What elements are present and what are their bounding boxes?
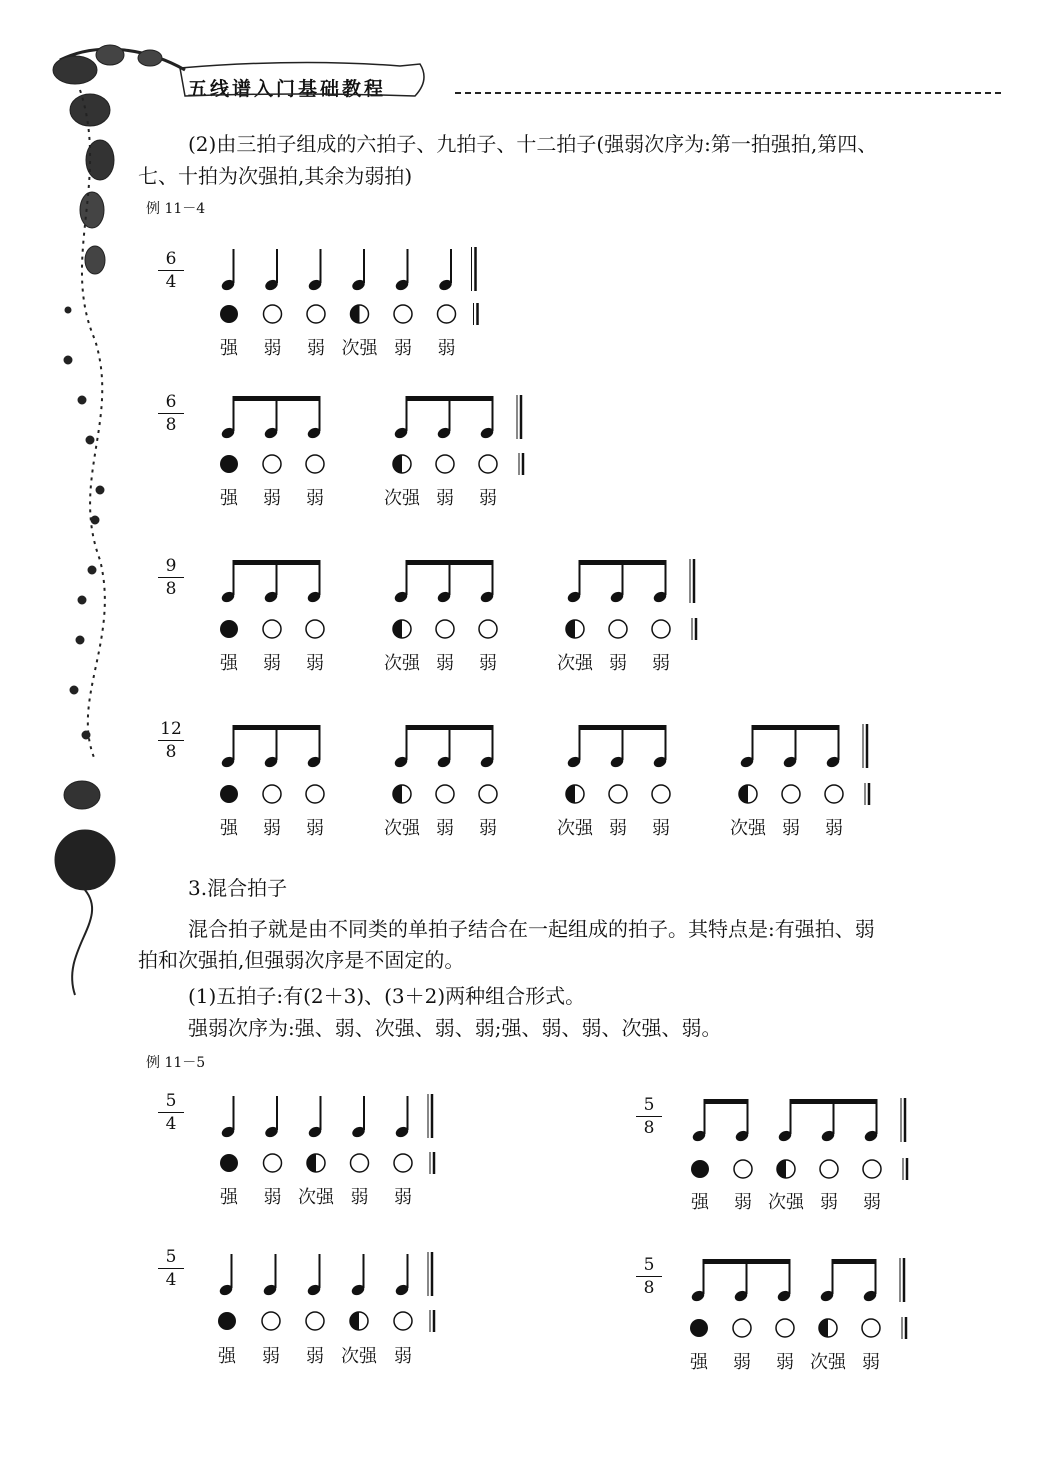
beat-label: 弱 [652,818,670,839]
beat-label: 弱 [437,338,456,359]
weak-beat-icon [264,305,282,323]
beat-label: 弱 [479,818,497,839]
beat-label: 弱 [394,1346,412,1367]
time-signature-line [636,1276,662,1277]
beat-label: 弱 [479,488,497,509]
time-signature [158,557,184,598]
medium-beat-icon-half [351,305,360,323]
weak-beat-icon [351,1154,369,1172]
beam [579,560,667,565]
beat-label: 弱 [652,653,670,674]
beat-label: 弱 [263,338,282,359]
beat-label: 弱 [306,488,324,509]
time-signature-top: 12 [160,719,182,739]
beat-label: 强 [220,818,238,839]
beat-label: 次强 [768,1192,804,1213]
example-11-5-label: 例 11－5 [146,1055,206,1071]
time-signature-line [636,1116,662,1117]
beam [406,725,494,730]
section-b-para3: 强弱次序为:强、弱、次强、弱、弱;强、弱、弱、次强、弱。 [188,1016,722,1040]
weak-beat-icon [479,620,497,638]
time-signature-top: 5 [643,1255,655,1275]
weak-beat-icon [479,785,497,803]
beat-label: 弱 [825,818,843,839]
medium-beat-icon-half [739,785,748,803]
beat-label: 弱 [479,653,497,674]
beat-label: 次强 [341,338,378,359]
section-b-para2: (1)五拍子:有(2＋3)、(3＋2)两种组合形式。 [188,984,586,1008]
weak-beat-icon [479,455,497,473]
beat-label: 强 [220,1187,238,1208]
beat-label: 强 [690,1352,708,1373]
beat-label: 弱 [306,653,324,674]
beat-label: 弱 [263,818,281,839]
time-signature-top: 5 [165,1091,177,1111]
weak-beat-icon [264,1154,282,1172]
time-signature-line [158,1112,184,1113]
weak-beat-icon [609,785,627,803]
beat-label: 强 [220,338,238,359]
weak-beat-icon [734,1160,752,1178]
section-b-para1-line2: 拍和次强拍,但强弱次序是不固定的。 [138,948,465,972]
beat-label: 次强 [298,1187,334,1208]
time-signature-top: 6 [165,392,177,412]
beat-label: 次强 [384,818,420,839]
weak-beat-icon [609,620,627,638]
time-signature [636,1256,662,1297]
beam [233,396,321,401]
weak-beat-icon [652,620,670,638]
beat-label: 次强 [730,818,766,839]
weak-beat-icon [862,1319,880,1337]
weak-beat-icon [394,1312,412,1330]
weak-beat-icon [262,1312,280,1330]
beam [233,560,321,565]
beat-label: 弱 [862,1352,880,1373]
beat-label: 次强 [557,818,593,839]
beat-label: 次强 [810,1352,846,1373]
time-signature-top: 5 [643,1095,655,1115]
beat-label: 弱 [436,653,454,674]
time-signature-top: 5 [165,1247,177,1267]
time-signature [158,250,184,291]
beat-label: 弱 [307,338,325,359]
time-signature [158,393,184,434]
strong-beat-icon [691,1160,709,1178]
beat-label: 次强 [384,653,420,674]
weak-beat-icon [436,785,454,803]
weak-beat-icon [263,785,281,803]
time-signature-line [158,577,184,578]
strong-beat-icon [220,1154,238,1172]
weak-beat-icon [820,1160,838,1178]
beam [790,1099,878,1104]
medium-beat-icon-half [819,1319,828,1337]
beat-label: 弱 [733,1352,751,1373]
medium-beat-icon-half [393,455,402,473]
beat-label: 弱 [394,1187,412,1208]
weak-beat-icon [306,455,324,473]
beat-label: 次强 [557,653,593,674]
weak-beat-icon [307,305,325,323]
beam [704,1099,749,1104]
beat-label: 弱 [263,653,281,674]
beat-label: 弱 [262,1346,280,1367]
time-signature-line [158,270,184,271]
weak-beat-icon [306,1312,324,1330]
time-signature [158,720,184,761]
time-signature [636,1096,662,1137]
weak-beat-icon [436,620,454,638]
medium-beat-icon-half [393,620,402,638]
beat-label: 弱 [782,818,800,839]
beat-label: 弱 [776,1352,794,1373]
beam [832,1259,877,1264]
time-signature-line [158,740,184,741]
weak-beat-icon [825,785,843,803]
beam [703,1259,791,1264]
beat-label: 弱 [820,1192,838,1213]
beat-label: 弱 [436,818,454,839]
example-11-4-label: 例 11－4 [146,201,206,217]
weak-beat-icon [263,455,281,473]
beat-label: 强 [220,653,238,674]
beat-label: 弱 [734,1192,752,1213]
strong-beat-icon [220,455,238,473]
time-signature-bottom: 8 [165,742,177,762]
time-signature-bottom: 8 [643,1278,655,1298]
beat-label: 弱 [306,818,324,839]
strong-beat-icon [220,620,238,638]
weak-beat-icon [306,620,324,638]
beat-label: 弱 [436,488,454,509]
medium-beat-icon-half [566,785,575,803]
beam [752,725,840,730]
time-signature-line [158,1268,184,1269]
time-signature-bottom: 8 [643,1118,655,1138]
beat-label: 强 [691,1192,709,1213]
medium-beat-icon-half [777,1160,786,1178]
medium-beat-icon-half [307,1154,316,1172]
weak-beat-icon [776,1319,794,1337]
weak-beat-icon [394,1154,412,1172]
strong-beat-icon [218,1312,236,1330]
beam [406,560,494,565]
beam [233,725,321,730]
beat-label: 弱 [609,818,627,839]
weak-beat-icon [782,785,800,803]
weak-beat-icon [863,1160,881,1178]
beat-label: 弱 [609,653,627,674]
section-b-heading: 3.混合拍子 [188,876,288,900]
weak-beat-icon [733,1319,751,1337]
medium-beat-icon-half [350,1312,359,1330]
beat-label: 次强 [341,1346,377,1367]
beat-label: 强 [218,1346,236,1367]
time-signature-top: 9 [165,556,177,576]
time-signature [158,1092,184,1133]
time-signature-bottom: 4 [165,1114,177,1134]
weak-beat-icon [438,305,456,323]
strong-beat-icon [220,785,238,803]
weak-beat-icon [652,785,670,803]
beat-label: 弱 [263,1187,282,1208]
time-signature-bottom: 4 [165,272,177,292]
book-title: 五线谱入门基础教程 [188,78,387,100]
weak-beat-icon [306,785,324,803]
time-signature-bottom: 8 [165,579,177,599]
beat-label: 弱 [394,338,412,359]
medium-beat-icon-half [393,785,402,803]
beat-label: 弱 [863,1192,881,1213]
beat-label: 弱 [263,488,281,509]
weak-beat-icon [394,305,412,323]
section-b-para1-line1: 混合拍子就是由不同类的单拍子结合在一起组成的拍子。其特点是:有强拍、弱 [188,917,875,941]
section-a-paragraph-line2: 七、十拍为次强拍,其余为弱拍) [138,164,413,188]
strong-beat-icon [690,1319,708,1337]
beat-label: 弱 [306,1346,324,1367]
medium-beat-icon-half [566,620,575,638]
weak-beat-icon [436,455,454,473]
beat-label: 强 [220,488,238,509]
time-signature-top: 6 [165,249,177,269]
beat-label: 弱 [350,1187,369,1208]
time-signature [158,1248,184,1289]
weak-beat-icon [263,620,281,638]
beat-label: 次强 [384,488,420,509]
section-a-paragraph-line1: (2)由三拍子组成的六拍子、九拍子、十二拍子(强弱次序为:第一拍强拍,第四、 [188,132,878,156]
beam [579,725,667,730]
time-signature-bottom: 4 [165,1270,177,1290]
time-signature-bottom: 8 [165,415,177,435]
beam [406,396,494,401]
time-signature-line [158,413,184,414]
strong-beat-icon [220,305,238,323]
